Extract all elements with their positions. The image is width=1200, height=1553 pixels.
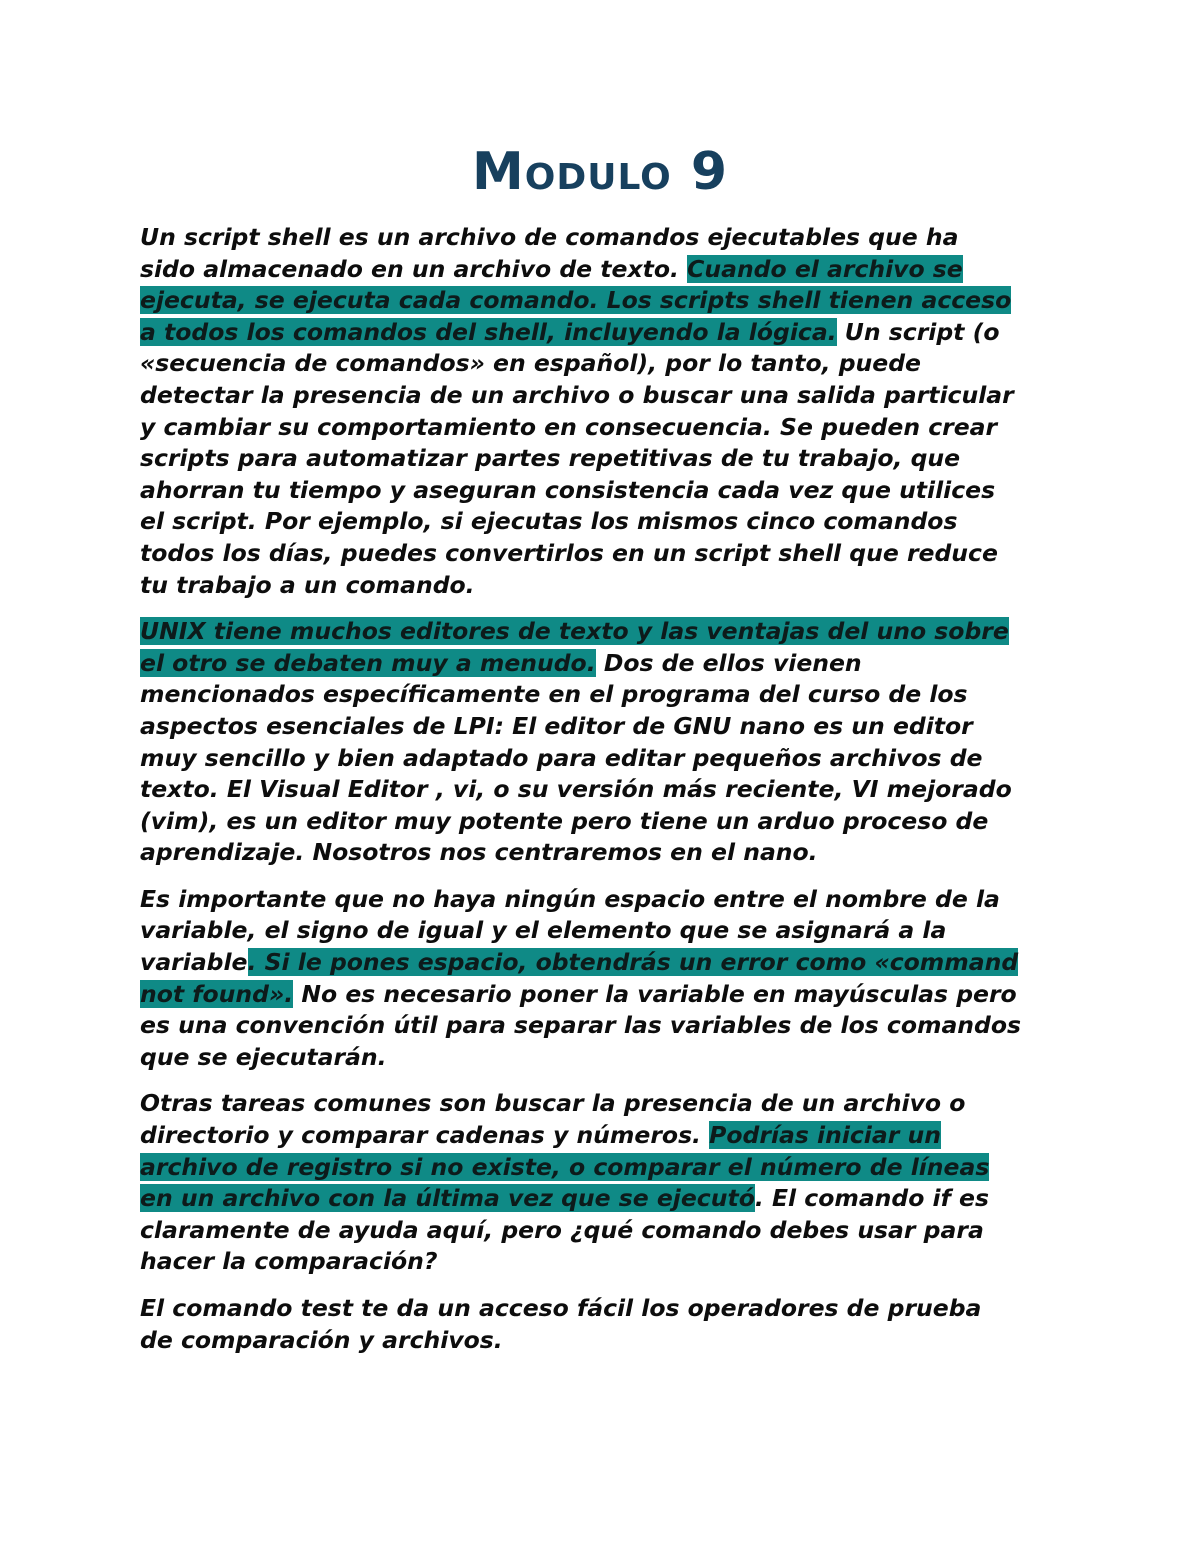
- text-line: [140, 915, 1060, 947]
- text-line: [140, 222, 1060, 254]
- text-line: [140, 1010, 1060, 1042]
- text-run: variable: [140, 948, 248, 977]
- text-run: mencionados específicamente en el programa del curso de los: [140, 680, 968, 709]
- text-line: [140, 1183, 1060, 1215]
- text-run: Otras tareas comunes son buscar la presencia de un archivo o: [140, 1089, 966, 1118]
- paragraph-2: [140, 616, 1060, 869]
- text-line: [140, 806, 1060, 838]
- text-line: [140, 348, 1060, 380]
- highlighted-text: en un archivo con la última vez que se ejecutó: [140, 1184, 755, 1213]
- text-line: [140, 317, 1060, 349]
- text-run: sido almacenado en un archivo de texto.: [140, 254, 688, 283]
- text-run: aprendizaje. Nosotros nos centraremos en el nano.: [140, 838, 818, 867]
- text-line: [140, 443, 1060, 475]
- text-line: [140, 538, 1060, 570]
- text-run: El comando test te da un acceso fácil los operadores de prueba: [140, 1294, 982, 1322]
- highlighted-text: ejecuta, se ejecuta cada comando. Los scripts shell tienen acceso: [140, 286, 1012, 315]
- text-run: (vim), es un editor muy potente pero tiene un arduo proceso de: [140, 806, 989, 835]
- highlighted-text: el otro se debaten muy a menudo.: [140, 648, 596, 677]
- text-line: [140, 837, 1060, 869]
- text-run: es una convención útil para separar las variables de los comandos: [140, 1011, 1021, 1040]
- text-line: [140, 1042, 1060, 1074]
- text-run: que se ejecutarán.: [140, 1042, 387, 1071]
- text-run: . El comando if es: [754, 1184, 989, 1213]
- text-line: [140, 679, 1060, 711]
- text-run: No es necesario poner la variable en mayúsculas pero: [293, 979, 1017, 1008]
- highlighted-text: . Si le pones espacio, obtendrás un error como «command: [247, 948, 1019, 977]
- text-run: y cambiar su comportamiento en consecuencia. Se pueden crear: [140, 412, 998, 441]
- text-run: tu trabajo a un comando.: [140, 570, 475, 599]
- page-title: Modulo 9: [471, 142, 728, 202]
- text-run: aspectos esenciales de LPI: El editor de GNU nano es un editor: [140, 711, 973, 740]
- text-line: [140, 648, 1060, 680]
- text-line: [140, 380, 1060, 412]
- text-line: [140, 947, 1060, 979]
- text-run: directorio y comparar cadenas y números.: [140, 1121, 710, 1150]
- text-run: ahorran tu tiempo y aseguran consistencia cada vez que utilices: [140, 475, 996, 504]
- text-line: [140, 884, 1060, 916]
- highlighted-text: Cuando el archivo se: [687, 254, 963, 283]
- text-run: de comparación y archivos.: [140, 1325, 503, 1354]
- text-run: muy sencillo y bien adaptado para editar pequeños archivos de: [140, 743, 983, 772]
- text-line: [140, 1152, 1060, 1184]
- paragraph-5: [140, 1293, 1060, 1356]
- text-line: [140, 570, 1060, 602]
- text-line: [140, 774, 1060, 806]
- text-run: «secuencia de comandos» en español), por lo tanto, puede: [140, 349, 921, 378]
- paragraph-1: [140, 222, 1060, 601]
- text-line: [140, 1088, 1060, 1120]
- highlighted-text: a todos los comandos del shell, incluyendo la lógica.: [140, 317, 837, 346]
- text-run: Es importante que no haya ningún espacio entre el nombre de la: [140, 884, 1000, 913]
- text-run: claramente de ayuda aquí, pero ¿qué comando debes usar para: [140, 1215, 984, 1244]
- text-run: Un script shell es un archivo de comandos ejecutables que ha: [140, 223, 959, 251]
- text-run: detectar la presencia de un archivo o buscar una salida particular: [140, 380, 1014, 409]
- highlighted-text: not found».: [140, 979, 294, 1008]
- text-line: [140, 616, 1060, 648]
- text-line: [140, 475, 1060, 507]
- text-line: [140, 254, 1060, 286]
- text-line: [140, 506, 1060, 538]
- text-run: el script. Por ejemplo, si ejecutas los mismos cinco comandos: [140, 507, 958, 536]
- paragraph-4: [140, 1088, 1060, 1278]
- text-line: [140, 979, 1060, 1011]
- text-line: [140, 285, 1060, 317]
- paragraph-3: [140, 884, 1060, 1074]
- text-run: Un script (o: [836, 317, 1000, 346]
- text-line: [140, 1215, 1060, 1247]
- text-run: scripts para automatizar partes repetitivas de tu trabajo, que: [140, 444, 961, 473]
- text-run: todos los días, puedes convertirlos en un script shell que reduce: [140, 538, 998, 567]
- text-run: Dos de ellos vienen: [595, 648, 862, 677]
- text-line: [140, 412, 1060, 444]
- highlighted-text: UNIX tiene muchos editores de texto y las ventajas del uno sobre: [140, 617, 1009, 646]
- text-line: [140, 1246, 1060, 1278]
- text-line: [140, 1120, 1060, 1152]
- text-line: [140, 711, 1060, 743]
- highlighted-text: archivo de registro si no existe, o comparar el número de líneas: [140, 1152, 990, 1181]
- text-line: [140, 1325, 1060, 1357]
- text-run: texto. El Visual Editor , vi, o su versión más reciente, VI mejorado: [140, 775, 1012, 804]
- text-line: [140, 1293, 1060, 1325]
- text-line: [140, 743, 1060, 775]
- document-body: [140, 222, 1060, 1371]
- highlighted-text: Podrías iniciar un: [709, 1121, 941, 1150]
- text-run: variable, el signo de igual y el elemento que se asignará a la: [140, 916, 947, 945]
- text-run: hacer la comparación?: [140, 1247, 438, 1276]
